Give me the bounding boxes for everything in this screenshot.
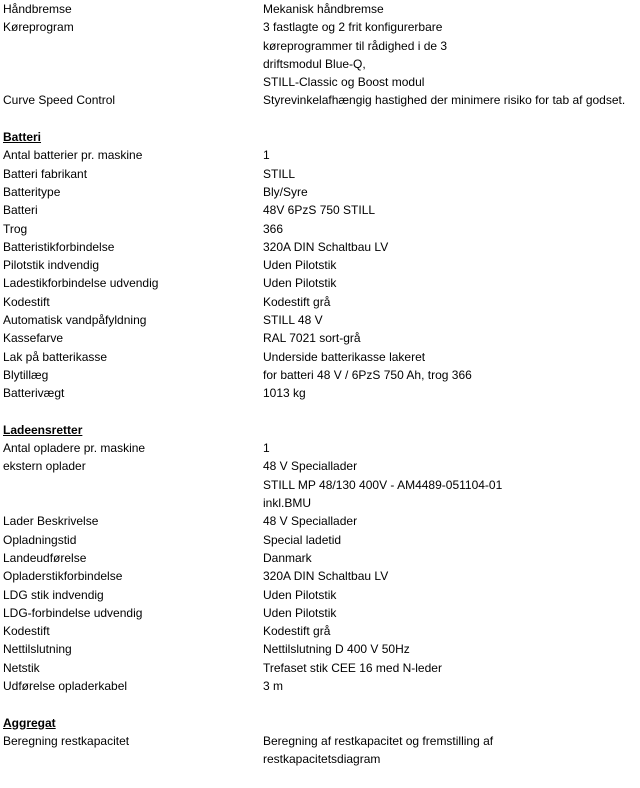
spec-value-line: 48 V Speciallader: [263, 514, 358, 529]
spec-label: Blytillæg: [3, 367, 49, 382]
spec-value: [263, 238, 637, 256]
spec-value: [263, 366, 637, 384]
spec-value: [263, 384, 637, 402]
spec-row: [3, 91, 637, 109]
spec-value-line: Styrevinkelafhængig hastighed der minimere risiko for tab af godset.: [263, 93, 626, 108]
spec-row: [3, 201, 637, 219]
spec-label: Netstik: [3, 660, 40, 675]
spec-value: [263, 549, 637, 567]
spec-value: [263, 220, 637, 238]
spec-value-line: 320A DIN Schaltbau LV: [263, 569, 389, 584]
spec-row: [3, 512, 637, 530]
spec-row: [3, 165, 637, 183]
spec-row: [3, 567, 637, 585]
spec-value-line: 320A DIN Schaltbau LV: [263, 239, 389, 254]
spec-row: [3, 604, 637, 622]
spec-value: [263, 183, 637, 201]
spec-value-line: for batteri 48 V / 6PzS 750 Ah, trog 366: [263, 367, 472, 382]
spec-value: [263, 18, 637, 91]
spec-value-line: Uden Pilotstik: [263, 587, 337, 602]
spec-row: [3, 549, 637, 567]
spec-value: [263, 622, 637, 640]
spec-row: [3, 293, 637, 311]
spec-value-line: STILL 48 V: [263, 313, 323, 328]
section-ladeensretter: [3, 439, 637, 695]
spec-row: [3, 0, 637, 18]
spec-value-line: 3 m: [263, 678, 284, 693]
spec-label: Håndbremse: [3, 2, 72, 16]
spec-value: [263, 201, 637, 219]
spec-value-line: Mekanisk håndbremse: [263, 2, 384, 16]
spec-label: Ladestikforbindelse udvendig: [3, 276, 159, 291]
spec-value: [263, 586, 637, 604]
spec-value: [263, 659, 637, 677]
section-aggregat: [3, 732, 637, 769]
spec-value: [263, 293, 637, 311]
spec-value: [263, 677, 637, 695]
spec-label: Batteritype: [3, 184, 61, 199]
spec-row: [3, 640, 637, 658]
spec-value-line: 48V 6PzS 750 STILL: [263, 203, 376, 218]
spec-label: Batteri fabrikant: [3, 166, 88, 181]
spec-row: [3, 677, 637, 695]
spec-label: LDG-forbindelse udvendig: [3, 605, 143, 620]
spec-value-line: Danmark: [263, 550, 312, 565]
spec-label: Landeudførelse: [3, 550, 87, 565]
spec-value-line: Nettilslutning D 400 V 50Hz: [263, 642, 410, 657]
spec-row: [3, 220, 637, 238]
section-heading-ladeensretter: Ladeensretter: [3, 422, 83, 437]
spec-label: LDG stik indvendig: [3, 587, 104, 602]
spec-value-line: 1: [263, 148, 270, 163]
spec-value-line: Uden Pilotstik: [263, 258, 337, 273]
spec-value-line: køreprogrammer til rådighed i de 3: [263, 38, 448, 53]
spec-label: Automatisk vandpåfyldning: [3, 313, 147, 328]
spec-label: Kodestift: [3, 294, 50, 309]
spec-value-line: Kodestift grå: [263, 624, 331, 639]
spec-value-line: Trefaset stik CEE 16 med N-leder: [263, 660, 442, 675]
spec-value: [263, 311, 637, 329]
spec-value: [263, 329, 637, 347]
spec-value-line: Kodestift grå: [263, 294, 331, 309]
spec-value: [263, 640, 637, 658]
spec-label: Trog: [3, 221, 28, 236]
spec-value-line: 3 fastlagte og 2 frit konfigurerbare: [263, 20, 443, 35]
spec-row: [3, 146, 637, 164]
spec-label: Pilotstik indvendig: [3, 258, 100, 273]
spec-row: [3, 366, 637, 384]
spec-value-line: STILL-Classic og Boost modul: [263, 75, 425, 90]
spec-value-line: 366: [263, 221, 284, 236]
spec-label: Lader Beskrivelse: [3, 514, 99, 529]
spec-label: Antal batterier pr. maskine: [3, 148, 143, 163]
spec-label: Opladerstikforbindelse: [3, 569, 123, 584]
section-heading-aggregat: Aggregat: [3, 715, 56, 730]
spec-value-line: STILL MP 48/130 400V - AM4489-051104-01: [263, 477, 503, 492]
spec-value: [263, 439, 637, 457]
spec-value: [263, 165, 637, 183]
spec-label: Antal opladere pr. maskine: [3, 441, 146, 456]
spec-row: [3, 329, 637, 347]
spec-row: [3, 311, 637, 329]
spec-value: [263, 567, 637, 585]
section-batteri: [3, 146, 637, 402]
spec-value-line: Bly/Syre: [263, 184, 308, 199]
spec-value-line: RAL 7021 sort-grå: [263, 331, 361, 346]
spec-value: [263, 0, 637, 18]
spec-row: [3, 531, 637, 549]
spec-label: Batteristikforbindelse: [3, 239, 115, 254]
spec-label: Udførelse opladerkabel: [3, 678, 128, 693]
spec-label: Curve Speed Control: [3, 93, 116, 108]
spec-row: [3, 274, 637, 292]
section-heading-batteri: Batteri: [3, 130, 42, 145]
spec-value: [263, 604, 637, 622]
spec-row: [3, 256, 637, 274]
spec-value-line: restkapacitetsdiagram: [263, 752, 381, 767]
spec-value: [263, 146, 637, 164]
spec-label: Kodestift: [3, 624, 50, 639]
section-general: [3, 0, 637, 110]
spec-label: Køreprogram: [3, 20, 74, 35]
spec-value-line: inkl.BMU: [263, 496, 312, 511]
spec-row: [3, 622, 637, 640]
spec-value: [263, 531, 637, 549]
spec-label: Batterivægt: [3, 386, 65, 401]
spec-row: [3, 439, 637, 457]
spec-value: [263, 256, 637, 274]
spec-value-line: Beregning af restkapacitet og fremstilling af: [263, 733, 494, 748]
spec-label: Opladningstid: [3, 532, 77, 547]
spec-value-line: 1: [263, 441, 270, 456]
spec-row: [3, 732, 637, 769]
spec-value: [263, 732, 637, 769]
spec-value-line: Underside batterikasse lakeret: [263, 349, 426, 364]
spec-label: Lak på batterikasse: [3, 349, 108, 364]
spec-row: [3, 348, 637, 366]
spec-label: Batteri: [3, 203, 38, 218]
spec-row: [3, 586, 637, 604]
spec-value: [263, 457, 637, 512]
spec-value: [263, 274, 637, 292]
spec-value-line: STILL: [263, 166, 296, 181]
spec-value: [263, 348, 637, 366]
spec-label: Kassefarve: [3, 331, 64, 346]
spec-row: [3, 238, 637, 256]
spec-value-line: 1013 kg: [263, 386, 306, 401]
spec-value-line: Uden Pilotstik: [263, 276, 337, 291]
spec-row: [3, 659, 637, 677]
spec-row: [3, 18, 637, 91]
spec-value-line: 48 V Speciallader: [263, 459, 358, 474]
spec-value-line: Uden Pilotstik: [263, 605, 337, 620]
spec-value: [263, 512, 637, 530]
spec-label: Nettilslutning: [3, 642, 72, 657]
spec-value-line: driftsmodul Blue-Q,: [263, 56, 366, 71]
spec-label: Beregning restkapacitet: [3, 733, 130, 748]
spec-row: [3, 183, 637, 201]
spec-label: ekstern oplader: [3, 459, 86, 474]
spec-value-line: Special ladetid: [263, 532, 342, 547]
spec-row: [3, 457, 637, 512]
spec-row: [3, 384, 637, 402]
spec-value: [263, 91, 637, 109]
spec-document: [3, 0, 637, 768]
